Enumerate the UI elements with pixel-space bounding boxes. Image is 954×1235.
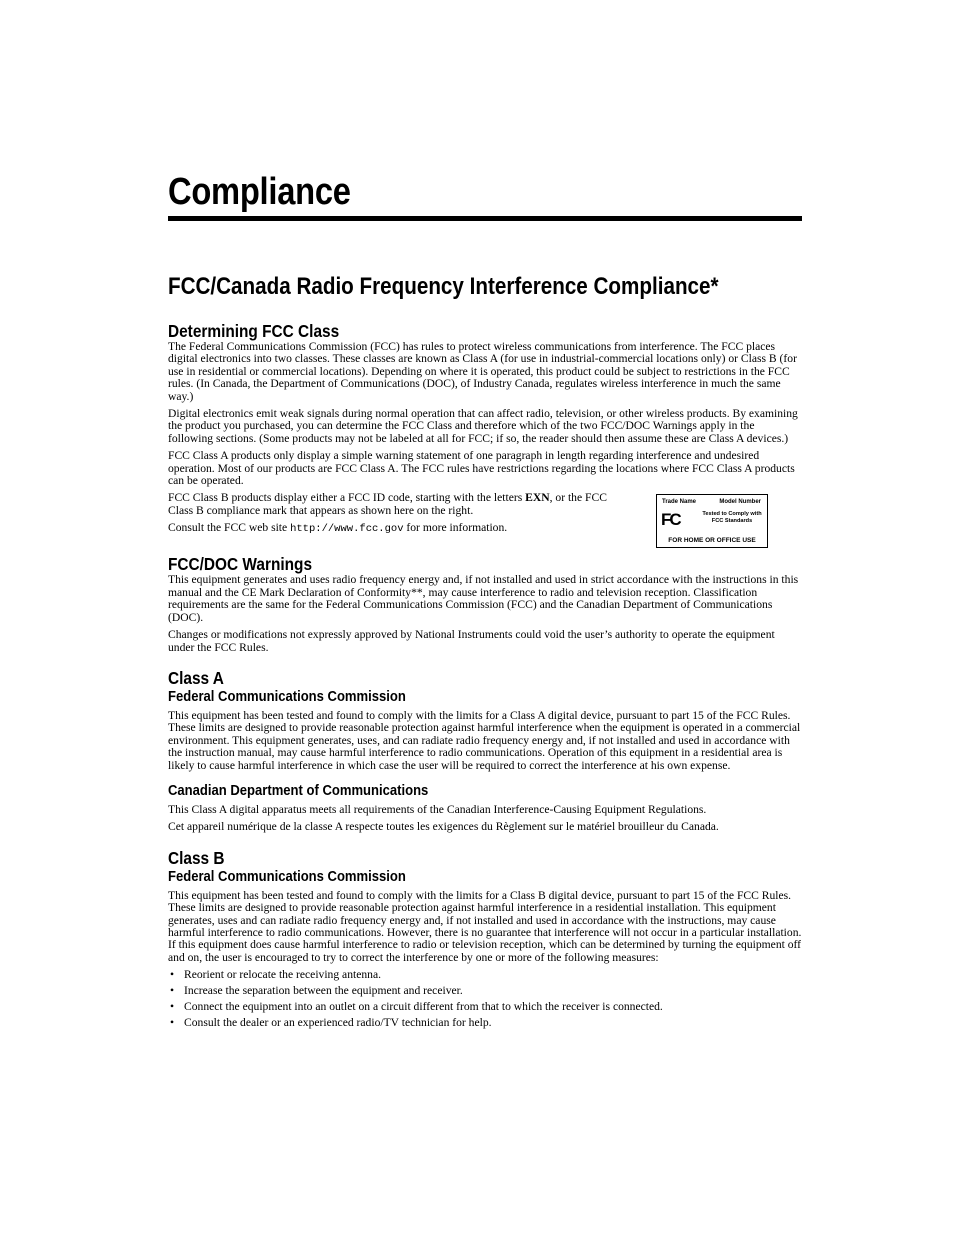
list-item: • Increase the separation between the equipment and receiver. (170, 984, 463, 998)
page-title: Compliance (168, 171, 351, 213)
determining-fcc-class-heading: Determining FCC Class (168, 321, 340, 341)
determining-paragraph-5: Consult the FCC web site http://www.fcc.gov for more information. (168, 521, 508, 536)
trade-name-label: Trade Name (662, 499, 697, 506)
determining-paragraph-4: FCC Class B products display either a FCC ID code, starting with the letters EXN, or the FCC Class B compliance mark that appears as shown here on the right. (168, 491, 607, 517)
fcc-compliance-mark (656, 494, 768, 548)
class-b-fcc-heading: Federal Communications Commission (168, 868, 406, 885)
class-a-doc-heading: Canadian Department of Communications (168, 782, 429, 799)
compliance-page (168, 170, 802, 1033)
fcc-doc-warnings-heading: FCC/DOC Warnings (168, 554, 313, 575)
list-item: • Connect the equipment into an outlet on a circuit different from that to which the receiver is connected. (170, 1000, 663, 1014)
class-a-heading: Class A (168, 667, 224, 688)
section-title: FCC/Canada Radio Frequency Interference Compliance* (168, 273, 719, 300)
determining-paragraph-3: FCC Class A products only display a simple warning statement of one paragraph in length regarding interference and undesired operation. Most of our products are FCC Class A. The FCC rules have restrictions regarding the locations where FCC Class A products can be operated. (168, 449, 795, 488)
bullet-icon: • (170, 1016, 175, 1030)
title-rule (168, 216, 802, 221)
class-b-heading: Class B (168, 847, 225, 868)
fcc-website-link[interactable]: http://www.fcc.gov (290, 523, 404, 536)
class-b-mark-row (168, 492, 802, 548)
class-a-doc-paragraph-1: This Class A digital apparatus meets all requirements of the Canadian Interference-Causing Equipment Regulations. (168, 802, 707, 816)
model-number-label: Model Number (719, 499, 761, 506)
home-office-use-label: FOR HOME OR OFFICE USE (668, 537, 756, 545)
determining-paragraph-1: The Federal Communications Commission (FCC) has rules to protect wireless communications from interference. The FCC places digital electronics into two classes. These classes are known as Class A (for use in industrial-commercial locations only) or Class B (for use in residential or commercial locations). Depending on where it is operated, this product could be subject to restrictions in the FCC rules. (In Canada, the Department of Communications (DOC), of Industry Canada, regulates wireless interference in much the same way.) (168, 340, 797, 403)
bullet-icon: • (170, 1000, 175, 1014)
class-b-fcc-text: This equipment has been tested and found to comply with the limits for a Class B digital device, pursuant to part 15 of the FCC Rules. These limits are designed to provide reasonable protection against harmful interference in a residential installation. This equipment generates, uses and can radiate radio frequency energy and, if not installed and used in accordance with the instructions, may cause harmful interference to radio communications. However, there is no guarantee that interference will not occur in a particular installation. If this equipment does cause harmful interference to radio or television reception, which can be determined by turning the equipment off and on, the user is encouraged to try to correct the interference by one or more of the following measures: (168, 888, 802, 964)
tested-to-comply-label: Tested to Comply with FCC Standards (702, 511, 762, 525)
list-item: • Consult the dealer or an experienced radio/TV technician for help. (170, 1016, 492, 1030)
warnings-paragraph-1: This equipment generates and uses radio frequency energy and, if not installed and used in strict accordance with the instructions in this manual and the CE Mark Declaration of Conformity**, may cause interference to radio and television reception. Classification requirements are the same for the Federal Communications Commission (FCC) and the Canadian Department of Communications (DOC). (168, 573, 799, 624)
list-item: • Reorient or relocate the receiving antenna. (170, 968, 381, 982)
bullet-icon: • (170, 984, 175, 998)
class-a-fcc-heading: Federal Communications Commission (168, 688, 406, 705)
fcc-id-prefix: EXN (525, 491, 550, 505)
class-a-doc-paragraph-2: Cet appareil numérique de la classe A respecte toutes les exigences du Règlement sur le matériel brouilleur du Canada. (168, 820, 719, 834)
warnings-paragraph-2: Changes or modifications not expressly approved by National Instruments could void the user’s authority to operate the equipment under the FCC Rules. (168, 628, 775, 654)
class-a-fcc-text: This equipment has been tested and found to comply with the limits for a Class A digital device, pursuant to part 15 of the FCC Rules. These limits are designed to provide reasonable protection against harmful interference when the equipment is operated in a commercial environment. This equipment generates, uses, and can radiate radio frequency energy and, if not installed and used in accordance with the instruction manual, may cause harmful interference to radio communications. Operation of this equipment in a residential area is likely to cause harmful interference in which case the user will be required to correct the interference at his own expense. (168, 708, 801, 772)
class-b-mark-text (168, 492, 608, 540)
fcc-logo-icon: FC (661, 510, 680, 530)
determining-paragraph-2: Digital electronics emit weak signals during normal operation that can affect radio, television, or other wireless products. By examining the product you purchased, you can determine the FCC Class and therefore which of the two FCC/DOC Warnings apply in the following sections. (Some products may not be labeled at all for FCC; if so, the reader should then assume these are Class A devices.) (168, 407, 798, 445)
class-b-measures-list (168, 969, 802, 1029)
bullet-icon: • (170, 968, 175, 982)
